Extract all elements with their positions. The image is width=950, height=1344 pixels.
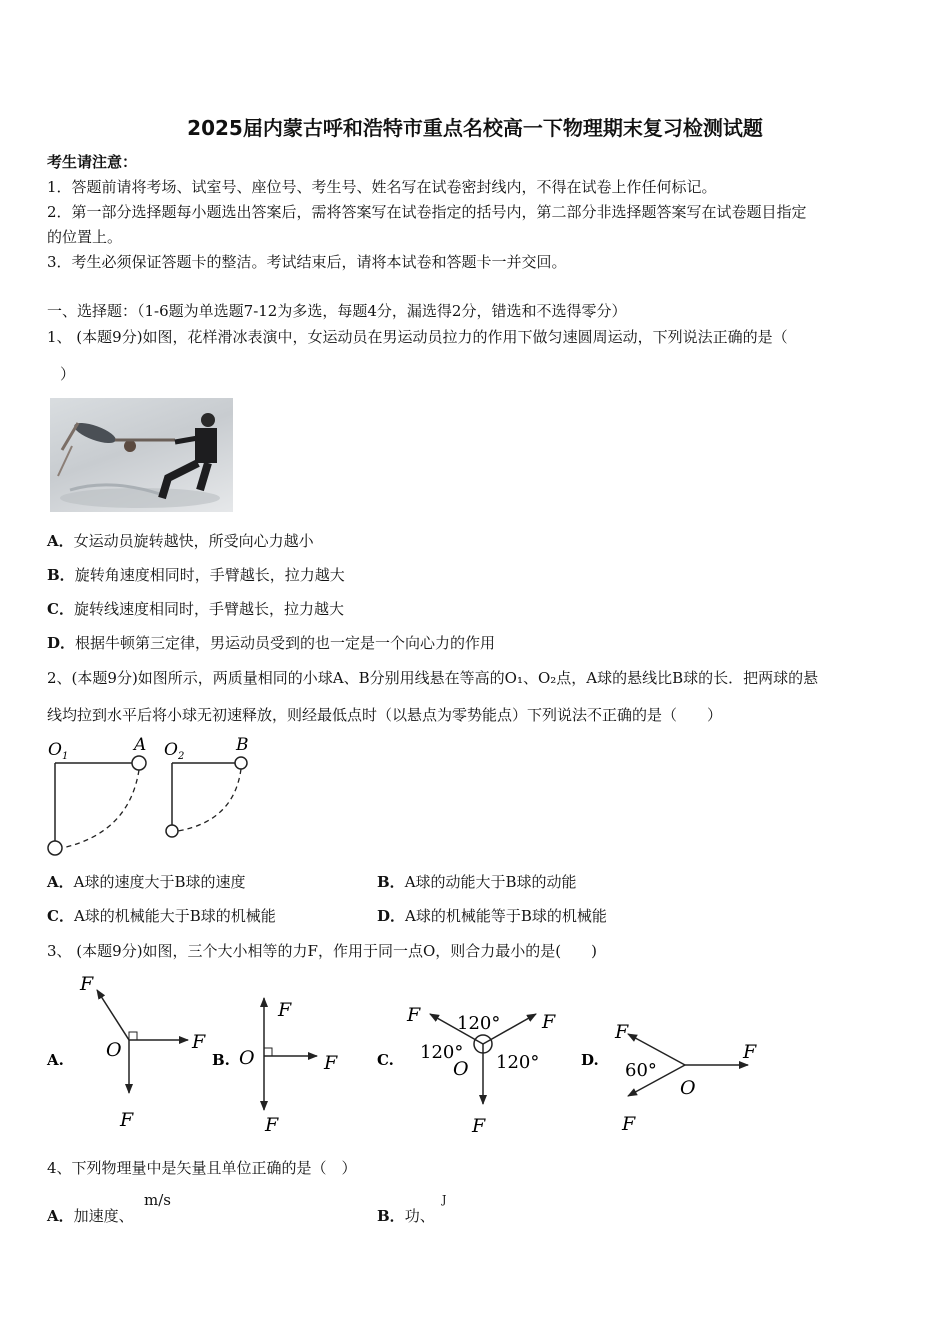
q1-option-b[interactable]: B．旋转角速度相同时，手臂越长，拉力越大	[47, 566, 345, 584]
q4-option-a-unit: m/s	[144, 1191, 171, 1209]
svg-text:C.: C.	[377, 1051, 394, 1069]
notice-item-1: 1．答题前请将考场、试室号、座位号、考生号、姓名写在试卷密封线内，不得在试卷上作任何标记。	[47, 178, 717, 196]
svg-text:60°: 60°	[625, 1060, 657, 1081]
question-4-stem: 4、下列物理量中是矢量且单位正确的是（ ）	[47, 1159, 357, 1177]
svg-text:120°: 120°	[496, 1052, 540, 1073]
svg-text:F: F	[324, 1052, 338, 1074]
q2-option-d[interactable]: D．A球的机械能等于B球的机械能	[377, 907, 607, 925]
a-label: A	[134, 735, 147, 755]
svg-text:A.: A.	[47, 1051, 64, 1069]
notice-heading: 考生请注意：	[47, 153, 138, 171]
o2-label: $O_2$	[164, 740, 185, 762]
q4-option-b[interactable]: B．功、	[377, 1207, 435, 1225]
svg-text:F: F	[743, 1041, 757, 1063]
q1-option-a[interactable]: A．女运动员旋转越快，所受向心力越小	[47, 532, 314, 550]
ball-b-bottom	[166, 825, 178, 837]
q4-option-a[interactable]: A．加速度、	[47, 1207, 134, 1225]
diagram-c[interactable]	[377, 1004, 556, 1137]
svg-text:F: F	[80, 973, 94, 995]
svg-text:O: O	[106, 1039, 122, 1061]
question-1-stem-cont: ）	[60, 365, 76, 383]
svg-text:F: F	[622, 1113, 636, 1135]
svg-text:O: O	[239, 1047, 255, 1069]
svg-text:B.: B.	[212, 1051, 230, 1069]
svg-text:120°: 120°	[420, 1042, 464, 1063]
svg-text:F: F	[472, 1115, 486, 1137]
diagram-a[interactable]	[46, 973, 206, 1131]
svg-text:F: F	[120, 1109, 134, 1131]
notice-item-3: 3．考生必须保证答题卡的整洁。考试结束后，请将本试卷和答题卡一并交回。	[47, 253, 567, 271]
q2-option-a[interactable]: A．A球的速度大于B球的速度	[47, 873, 246, 891]
diagram-d[interactable]	[581, 1021, 757, 1135]
svg-text:F: F	[407, 1004, 421, 1026]
diagram-b[interactable]	[212, 998, 338, 1136]
q1-option-d[interactable]: D．根据牛顿第三定律，男运动员受到的也一定是一个向心力的作用	[47, 634, 496, 652]
svg-text:120°: 120°	[457, 1013, 501, 1034]
pendulum-figure	[44, 733, 264, 861]
notice-item-2: 2．第一部分选择题每小题选出答案后，需将答案写在试卷指定的括号内，第二部分非选择题答案写在试卷题目指定	[47, 203, 807, 221]
svg-text:F: F	[192, 1031, 206, 1053]
svg-text:F: F	[542, 1011, 556, 1033]
question-3-stem: 3、 (本题9分)如图，三个大小相等的力F，作用于同一点O，则合力最小的是( )	[47, 942, 597, 960]
force-diagrams	[40, 968, 780, 1138]
q2-option-c[interactable]: C．A球的机械能大于B球的机械能	[47, 907, 276, 925]
q2-option-b[interactable]: B．A球的动能大于B球的动能	[377, 873, 577, 891]
notice-item-2-cont: 的位置上。	[47, 228, 123, 246]
question-1-stem: 1、 (本题9分)如图，花样滑冰表演中，女运动员在男运动员拉力的作用下做匀速圆周运动，下列说法正确的是（	[47, 328, 788, 346]
q4-option-b-unit: J	[442, 1193, 447, 1206]
section-heading: 一、选择题：（1-6题为单选题7-12为多选，每题4分，漏选得2分，错选和不选得零分）	[47, 302, 627, 320]
svg-text:F: F	[278, 999, 292, 1021]
question-2-stem-cont: 线均拉到水平后将小球无初速释放，则经最低点时（以悬点为零势能点）下列说法不正确的是（ ）	[47, 706, 723, 724]
svg-text:O: O	[453, 1058, 469, 1080]
svg-text:F: F	[615, 1021, 629, 1043]
q1-option-c[interactable]: C．旋转线速度相同时，手臂越长，拉力越大	[47, 600, 344, 618]
ball-a-start	[132, 756, 146, 770]
ball-a-bottom	[48, 841, 62, 855]
o1-label: $O_1$	[48, 740, 69, 762]
svg-text:F: F	[265, 1114, 279, 1136]
svg-text:D.: D.	[581, 1051, 599, 1069]
ball-b-start	[235, 757, 247, 769]
page-title: 2025届内蒙古呼和浩特市重点名校高一下物理期末复习检测试题	[187, 116, 763, 140]
svg-text:O: O	[680, 1077, 696, 1099]
question-2-stem: 2、(本题9分)如图所示，两质量相同的小球A、B分别用线悬在等高的O₁、O₂点，A球的悬线比B球的长．把两球的悬	[47, 669, 819, 687]
b-label: B	[236, 735, 249, 755]
figure-skating-photo	[50, 398, 233, 512]
